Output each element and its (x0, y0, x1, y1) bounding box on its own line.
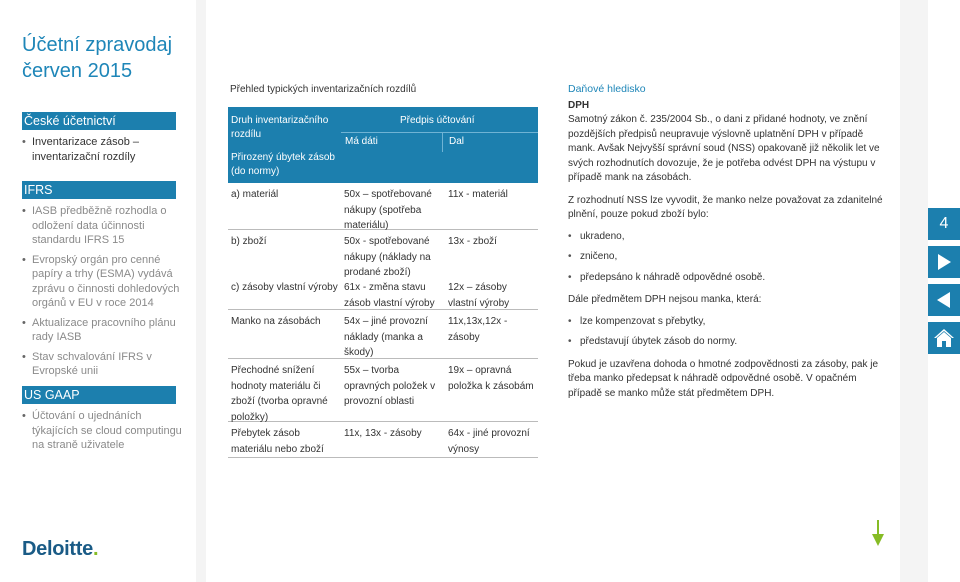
header-debit: Má dáti (345, 136, 378, 147)
triangle-left-icon (936, 291, 952, 309)
table-row (228, 422, 538, 458)
row-debit: 50x – spotřebované nákupy (spotřeba materiálu) (344, 189, 432, 231)
previous-page-button[interactable] (928, 284, 960, 316)
header-natural-loss: Přirozený úbytek zásob (do normy) (231, 152, 335, 177)
list-item: • ukradeno, (568, 230, 888, 245)
sidebar-item-ifrs15[interactable]: • IASB předběžně rozhodla o odložení data účinnosti standardu IFRS 15 (22, 204, 182, 248)
table-caption: Přehled typických inventarizačních rozdílů (230, 84, 417, 95)
row-type: b) zboží (231, 236, 267, 247)
vat-subheading: DPH (568, 99, 590, 111)
publication-title (22, 32, 192, 84)
sidebar-item-iasb-workplan[interactable]: • Aktualizace pracovního plánu rady IASB (22, 316, 182, 345)
list-item: • představují úbytek zásob do normy. (568, 335, 888, 350)
sidebar-item-cloud-computing[interactable]: • Účtování o ujednáních týkajících se cloud computingu na straně uživatele (22, 409, 182, 453)
paragraph-law: Samotný zákon č. 235/2004 Sb., o dani z přidané hodnoty, ve znění pozdějších předpisů neupravuje výslovně uplatnění DPH v případě mank. Avšak Nejvyšší správní soud (NSS) opakovaně již několik let ve svých rozhodnutích dovozuje, že je potřeba odvést DPH na výstupu v případě mank na zásobách. (568, 114, 880, 183)
table-row (228, 359, 538, 422)
list-item: • lze kompenzovat s přebytky, (568, 315, 888, 330)
table-row (228, 230, 538, 276)
home-button[interactable] (928, 322, 960, 354)
list-not-subject (568, 315, 888, 350)
list-exceptions (568, 230, 888, 286)
row-credit: 19x – opravná položka k zásobám (448, 365, 534, 392)
row-type: a) materiál (231, 189, 279, 200)
deloitte-logo (22, 538, 98, 561)
sidebar-item-esma[interactable]: • Evropský orgán pro cenné papíry a trhy (ESMA) vydává zprávu o činnosti dohledových orgánů v EU v roce 2014 (22, 253, 182, 311)
home-icon (933, 328, 955, 348)
header-type: Druh inventarizačního rozdílu (231, 115, 329, 140)
table-body (228, 183, 538, 458)
table-row (228, 276, 538, 310)
row-debit: 50x - spotřebované nákupy (náklady na prodané zboží) (344, 236, 431, 278)
list-item: • předepsáno k náhradě odpovědné osobě. (568, 271, 888, 286)
table-row (228, 310, 538, 359)
section-heading-us-gaap[interactable]: US GAAP (22, 386, 176, 404)
logo-text: Deloitte (22, 538, 93, 560)
row-type: c) zásoby vlastní výroby (231, 282, 338, 293)
row-type: Přechodné snížení hodnoty materiálu či zboží (tvorba opravné položky) (231, 365, 328, 423)
logo-dot: . (92, 538, 99, 560)
page-number: 4 (939, 215, 949, 232)
inventory-differences-table (228, 107, 538, 458)
paragraph-nss: Z rozhodnutí NSS lze vyvodit, že manko nelze považovat za zdanitelné plnění, pouze pokud zboží bylo: (568, 194, 883, 220)
row-type: Přebytek zásob materiálu nebo zboží (231, 428, 324, 455)
sidebar-item-inventory[interactable]: • Inventarizace zásob – inventarizační rozdíly (22, 135, 182, 164)
row-credit: 64x - jiné provozní výnosy (448, 428, 530, 455)
row-credit: 11x - materiál (448, 189, 508, 200)
down-arrow-icon[interactable] (871, 520, 885, 546)
section-list-ifrs (22, 204, 182, 384)
section-list-czech-accounting (22, 135, 182, 169)
section-heading-czech-accounting[interactable]: České účetnictví (22, 112, 176, 130)
next-page-button[interactable] (928, 246, 960, 278)
row-debit: 55x – tvorba opravných položek v provozní oblasti (344, 365, 436, 407)
header-group: Předpis účtování (400, 115, 475, 126)
header-divider (442, 133, 443, 152)
left-gutter (196, 0, 206, 582)
paragraph-further: Dále předmětem DPH nejsou manka, která: (568, 294, 762, 305)
header-credit: Dal (449, 136, 465, 147)
row-type: Manko na zásobách (231, 316, 321, 327)
section-heading-ifrs[interactable]: IFRS (22, 181, 176, 199)
row-credit: 12x – zásoby vlastní výroby (448, 282, 510, 309)
page-number-badge (928, 208, 960, 240)
row-debit: 61x - změna stavu zásob vlastní výroby (344, 282, 435, 309)
row-debit: 54x – jiné provozní náklady (manka a škody) (344, 316, 428, 358)
section-list-us-gaap (22, 409, 182, 458)
sidebar-item-eu-endorsement[interactable]: • Stav schvalování IFRS v Evropské unii (22, 350, 182, 379)
title-line-2: červen 2015 (22, 60, 133, 82)
tax-section (568, 82, 888, 401)
table-row (228, 183, 538, 230)
table-header (228, 107, 538, 183)
tax-heading: Daňové hledisko (568, 83, 646, 95)
paragraph-agreement: Pokud je uzavřena dohoda o hmotné zodpovědnosti za zásoby, pak je třeba manko předepsat k náhradě odpovědné osobě. V opačném případě se manko může stát předmětem DPH. (568, 358, 879, 399)
row-debit: 11x, 13x - zásoby (344, 428, 422, 439)
list-item: • zničeno, (568, 250, 888, 265)
title-line-1: Účetní zpravodaj (22, 34, 173, 56)
row-credit: 11x,13x,12x - zásoby (448, 316, 508, 343)
triangle-right-icon (936, 253, 952, 271)
sidebar (0, 0, 196, 582)
header-subcolumns (341, 132, 538, 152)
row-credit: 13x - zboží (448, 236, 497, 247)
right-gutter (900, 0, 928, 582)
